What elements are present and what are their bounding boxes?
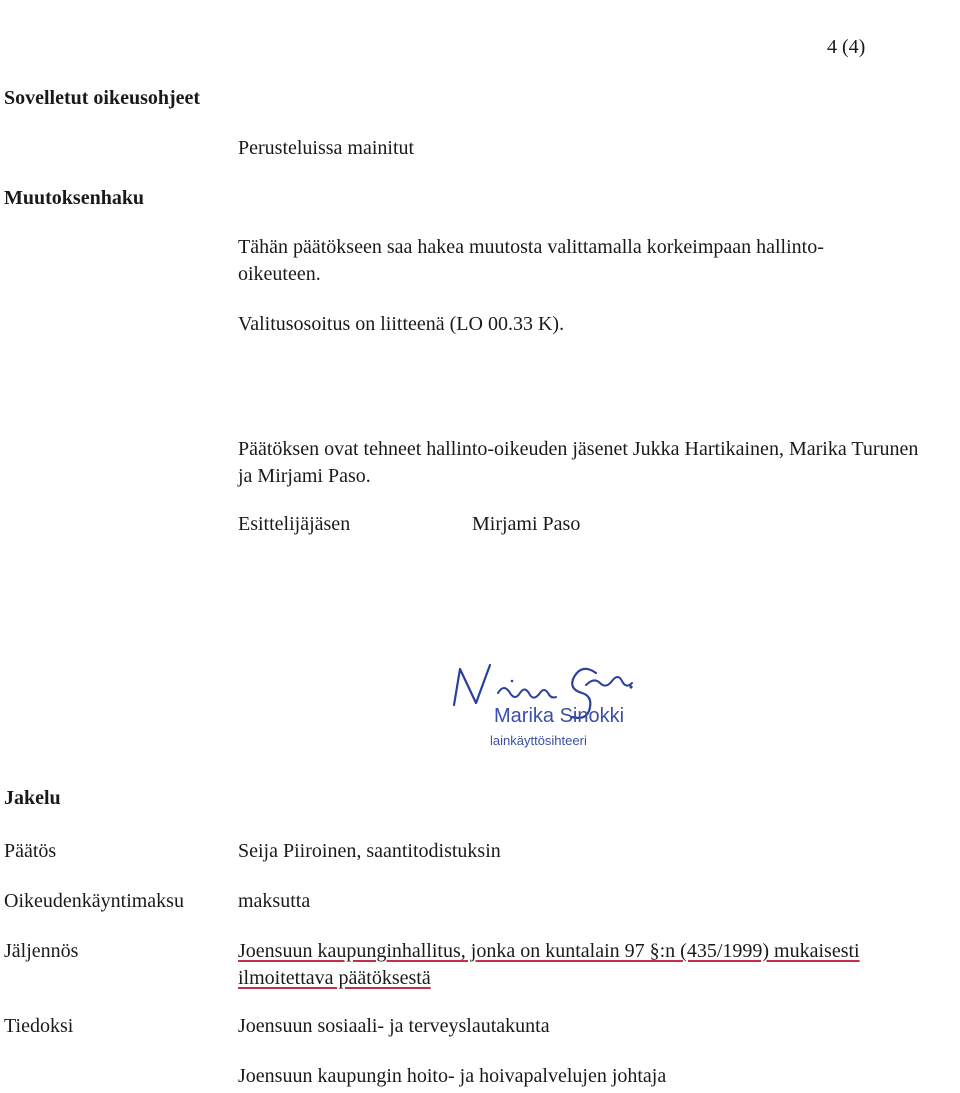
distribution-label: Tiedoksi	[4, 1015, 74, 1037]
page-number: 4 (4)	[827, 36, 866, 58]
applied-law-text: Perusteluissa mainitut	[238, 137, 415, 159]
decision-members-text: Päätöksen ovat tehneet hallinto-oikeuden jäsenet Jukka Hartikainen, Marika Turunen ja Mirjami Paso.	[238, 438, 919, 487]
distribution-heading: Jakelu	[4, 787, 61, 809]
applied-law-heading: Sovelletut oikeusohjeet	[4, 87, 201, 109]
appeal-paragraph: Tähän päätökseen saa hakea muutosta valittamalla korkeimpaan hallinto-oikeuteen.	[238, 236, 824, 285]
distribution-value: Seija Piiroinen, saantitodistuksin	[238, 840, 501, 862]
appeal-heading: Muutoksenhaku	[4, 187, 145, 209]
distribution-label: Oikeudenkäyntimaksu	[4, 890, 184, 912]
stamp-name: Marika Sinokki	[494, 705, 625, 727]
distribution-value: Joensuun kaupunginhallitus, jonka on kuntalain 97 §:n (435/1999) mukaisesti ilmoitettava päätöksestä	[238, 940, 860, 989]
distribution-label: Jäljennös	[4, 940, 79, 962]
stamp-title: lainkäyttösihteeri	[490, 733, 587, 748]
presenter-name: Mirjami Paso	[472, 513, 581, 535]
distribution-value: Joensuun sosiaali- ja terveyslautakunta	[238, 1015, 550, 1037]
appeal-instructions-text: Valitusosoitus on liitteenä (LO 00.33 K).	[238, 313, 565, 335]
presenter-label: Esittelijäjäsen	[238, 513, 351, 535]
distribution-value: maksutta	[238, 890, 311, 912]
distribution-value: Joensuun kaupungin hoito- ja hoivapalvelujen johtaja	[238, 1065, 667, 1087]
distribution-label: Päätös	[4, 840, 57, 862]
